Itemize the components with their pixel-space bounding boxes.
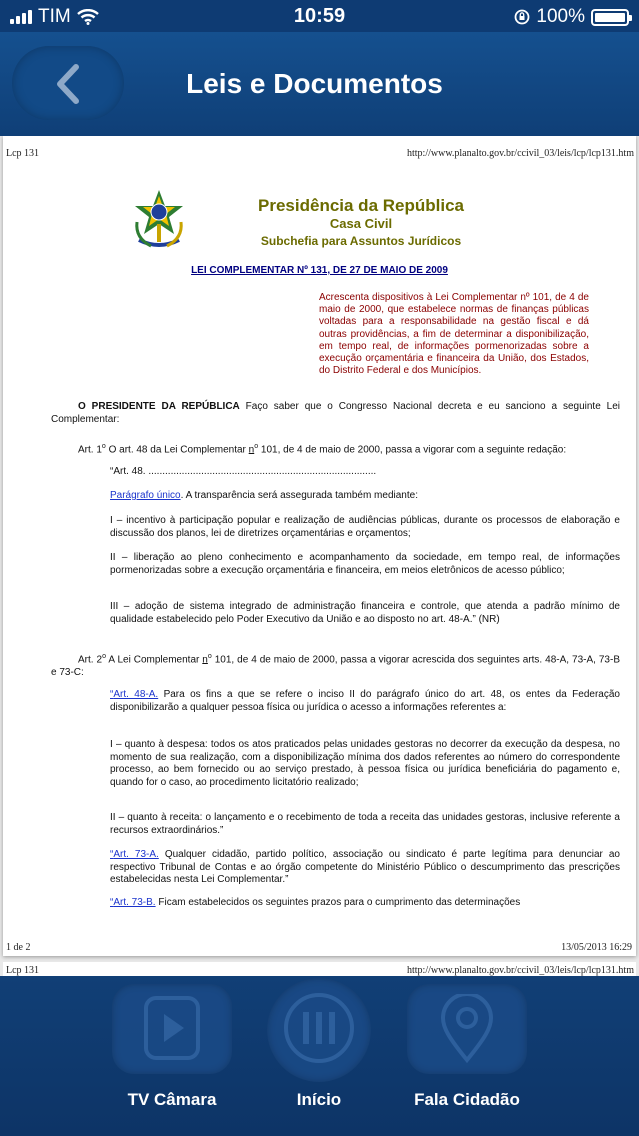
art48-head: “Art. 48. .................................................................................. xyxy=(110,466,377,477)
art48a-inciso-2: II – quanto à receita: o lançamento e o recebimento de toda a receita das unidades gestoras, inclusive referente a recursos extraordinários.” xyxy=(110,812,620,836)
art2-text-b: 101, de 4 de maio de 2000, passa a vigorar acrescida dos seguintes arts. 48-A, 73-A, 73-B e 73-C: xyxy=(51,654,620,678)
art48a-link[interactable]: Art. 48-A. xyxy=(113,689,159,700)
battery-percent: 100% xyxy=(536,6,585,27)
tab-tv-camara[interactable] xyxy=(92,976,252,1136)
art73a-quote: “ xyxy=(110,849,114,860)
document-viewer[interactable] xyxy=(0,136,639,976)
page2-header-left: Lcp 131 xyxy=(6,965,40,976)
orientation-lock-icon xyxy=(514,9,530,25)
art73a-text: Qualquer cidadão, partido político, associação ou sindicato é parte legítima para denunciar ao respectivo Tribunal de Contas e ao órgão competente do Ministério Público o descumprimento das prescrições estabelecidas nesta Lei Complementar.” xyxy=(110,849,620,886)
preamble xyxy=(51,401,620,426)
paragrafo-unico xyxy=(110,490,620,503)
art2 xyxy=(51,651,620,680)
art1-n: n xyxy=(248,444,255,456)
columns-icon xyxy=(283,992,355,1064)
tab-inicio[interactable] xyxy=(239,976,399,1136)
document-page xyxy=(3,136,636,956)
art1-text-a: O art. 48 da Lei Complementar xyxy=(105,444,249,456)
location-pin-icon xyxy=(439,994,495,1064)
status-right xyxy=(514,6,629,28)
art1-nsup: o xyxy=(254,443,259,450)
art73a xyxy=(110,849,620,887)
page-footer-left: 1 de 2 xyxy=(6,942,31,953)
play-icon xyxy=(144,996,200,1060)
art73b-quote: “ xyxy=(110,897,114,908)
tab-tv-camara-label: TV Câmara xyxy=(127,1090,217,1109)
art2-n: n xyxy=(202,654,208,666)
inciso-3: III – adoção de sistema integrado de administração financeira e controle, que atenda a padrão mínimo de qualidade estabelecido pelo Poder Executivo da União e ao disposto no art. 48-A.” (NR) xyxy=(110,601,620,625)
nav-bar xyxy=(0,32,639,136)
art1-text-b: 101, de 4 de maio de 2000, passa a vigorar com a seguinte redação: xyxy=(258,444,567,456)
tab-inicio-label: Início xyxy=(296,1090,342,1109)
preamble-text: Faço saber que o Congresso Nacional decreta e eu sanciono a seguinte Lei Complementar: xyxy=(51,401,620,425)
art2-sup: o xyxy=(102,653,106,660)
chevron-left-icon xyxy=(52,64,82,104)
tab-bar xyxy=(0,976,639,1136)
status-bar xyxy=(0,0,639,32)
preamble-bold: O PRESIDENTE DA REPÚBLICA xyxy=(78,401,240,412)
paragrafo-unico-link[interactable]: Parágrafo único xyxy=(110,490,181,501)
art48a xyxy=(110,689,620,714)
art73b-link[interactable]: Art. 73-B. xyxy=(113,897,156,908)
art73b xyxy=(110,897,620,910)
art73b-text: Ficam estabelecidos os seguintes prazos para o cumprimento das determinações xyxy=(155,897,521,908)
law-title[interactable]: LEI COMPLEMENTAR Nº 131, DE 27 DE MAIO DE 2009 xyxy=(191,265,448,276)
back-button[interactable] xyxy=(12,46,124,120)
art1-label: Art. 1 xyxy=(78,444,102,456)
page-header-left: Lcp 131 xyxy=(6,148,40,159)
page-title: Leis e Documentos xyxy=(186,68,443,99)
art1 xyxy=(78,441,620,457)
art48a-text: Para os fins a que se refere o inciso II do parágrafo único do art. 48, os entes da Federação disponibilizarão a qualquer pessoa física ou jurídica o acesso a informações referentes a: xyxy=(110,689,620,713)
document-page-2 xyxy=(3,962,636,976)
art1-sup: o xyxy=(101,443,106,450)
carrier-label: TIM xyxy=(38,6,71,27)
art2-text-a: A Lei Complementar xyxy=(105,654,203,666)
status-time: 10:59 xyxy=(293,5,346,27)
org-name: Presidência da República xyxy=(258,196,464,215)
coat-of-arms-icon xyxy=(131,188,187,252)
tab-fala-cidadao-label: Fala Cidadão xyxy=(414,1090,520,1109)
art2-label: Art. 2 xyxy=(78,654,103,666)
paragrafo-unico-text: . A transparência será assegurada também mediante: xyxy=(180,490,418,501)
art48a-quote: “ xyxy=(110,689,114,700)
org-department: Subchefia para Assuntos Jurídicos xyxy=(260,234,462,248)
document-body xyxy=(3,136,636,936)
page2-header-url: http://www.planalto.gov.br/ccivil_03/leis/lcp/lcp131.htm xyxy=(406,965,634,976)
art48a-inciso-1: I – quanto à despesa: todos os atos praticados pelas unidades gestoras no decorrer da execução da despesa, no momento de sua realização, com a disponibilização mínima dos dados referentes ao número do correspondente processo, ao bem fornecido ou ao serviço prestado, à pessoa física ou jurídica beneficiária do pagamento e, quando for o caso, ao procedimento licitatório realizado; xyxy=(110,739,620,788)
page-footer-right: 13/05/2013 16:29 xyxy=(561,942,632,953)
art73a-link[interactable]: Art. 73-A. xyxy=(113,849,159,860)
inciso-1: I – incentivo à participação popular e realização de audiências públicas, durante os processos de elaboração e discussão dos planos, lei de diretrizes orçamentárias e orçamentos; xyxy=(110,515,620,539)
law-ementa: Acrescenta dispositivos à Lei Complementar nº 101, de 4 de maio de 2000, que estabelece normas de finanças públicas voltadas para a responsabilidade na gestão fiscal e dá outras providências, a fim de determinar a disponibilização, em tempo real, de informações pormenorizadas sobre a execução orçamentária e financeira da União, dos Estados, do Distrito Federal e dos Municípios. xyxy=(319,292,589,377)
page-header-url: http://www.planalto.gov.br/ccivil_03/leis/lcp/lcp131.htm xyxy=(406,148,634,159)
inciso-2: II – liberação ao pleno conhecimento e acompanhamento da sociedade, em tempo real, de informações pormenorizadas sobre a execução orçamentária e financeira, em meios eletrônicos de acesso público; xyxy=(110,552,620,576)
battery-icon xyxy=(591,9,629,26)
tab-fala-cidadao[interactable] xyxy=(387,976,547,1136)
org-subname: Casa Civil xyxy=(329,216,393,231)
art2-nsup: o xyxy=(207,653,212,660)
